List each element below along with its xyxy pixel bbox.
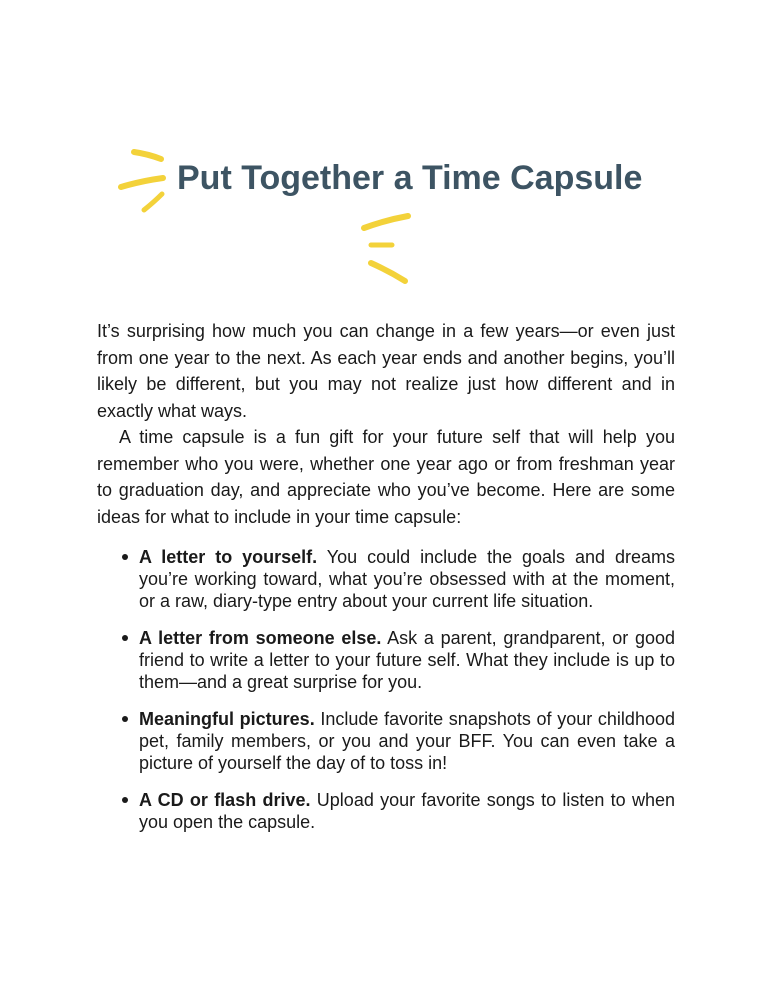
list-item-heading: Meaningful pictures. [139, 709, 315, 729]
intro-paragraph-1: It’s surprising how much you can change in a few years—or even just from one year to the next. As each year ends and another begins, you’ll likely be different, but you may not realize just how different and in exactly what ways. [97, 321, 675, 421]
list-item-text: Upload your favorite songs to listen to when you open the capsule. [139, 790, 675, 832]
page-title: Put Together a Time Capsule [177, 159, 643, 197]
left-sparkle-top-stroke [134, 152, 161, 159]
intro-paragraph-2: A time capsule is a fun gift for your future self that will help you remember who you were, whether one year ago or from freshman year to graduation day, and appreciate who you’ve become. Here are some ideas for what to include in your time capsule: [97, 427, 675, 527]
list-item [139, 789, 675, 833]
left-sparkle-middle-stroke [121, 178, 163, 187]
list-item-text: You could include the goals and dreams you’re working toward, what you’re obsessed with at the moment, or a raw, diary-type entry about your current life situation. [139, 547, 675, 611]
sparkle-decoration [0, 0, 772, 300]
lower-sparkle-top-stroke [364, 216, 408, 228]
list-item [139, 708, 675, 774]
left-sparkle-bottom-stroke [144, 194, 162, 210]
ideas-list [139, 546, 675, 848]
list-item-heading: A CD or flash drive. [139, 790, 311, 810]
intro-text [97, 318, 675, 530]
list-item [139, 627, 675, 693]
list-item [139, 546, 675, 612]
list-item-text: Ask a parent, grandparent, or good friend to write a letter to your future self. What they include is up to them—and a great surprise for you. [139, 628, 676, 692]
list-item-text: Include favorite snapshots of your childhood pet, family members, or you and your BFF. You can even take a picture of yourself the day of to toss in! [139, 709, 675, 773]
lower-sparkle-bottom-stroke [371, 263, 405, 281]
list-item-heading: A letter to yourself. [139, 547, 318, 567]
list-item-heading: A letter from someone else. [139, 628, 382, 648]
